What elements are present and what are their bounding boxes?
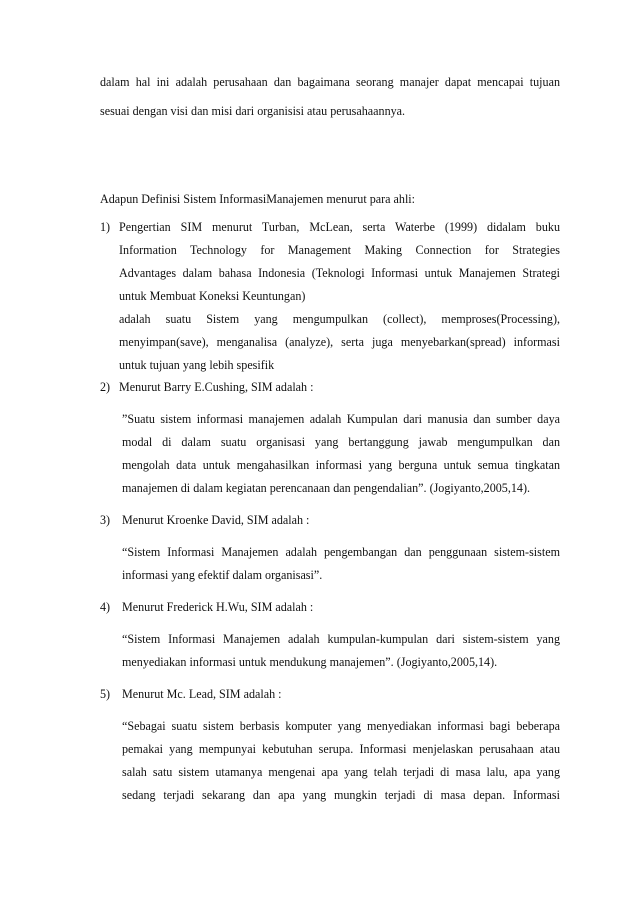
list-number: 3): [100, 513, 111, 527]
item-line: menyimpan(save), menganalisa (analyze), serta juga menyebarkan(spread) informasi: [119, 335, 560, 349]
intro-line: dalam hal ini adalah perusahaan dan bagaimana seorang manajer dapat mencapai tujuan: [100, 75, 560, 89]
quote-line: salah satu sistem utamanya mengenai apa yang telah terjadi di masa lalu, apa yang: [122, 765, 560, 779]
item-line: Information Technology for Management Making Connection for Strategies: [119, 243, 560, 257]
quote-line: manajemen di dalam kegiatan perencanaan dan pengendalian”. (Jogiyanto,2005,14).: [122, 481, 531, 495]
list-number: 1): [100, 220, 111, 234]
item-title: Menurut Kroenke David, SIM adalah :: [122, 513, 310, 527]
quote-line: modal di dalam suatu organisasi yang bertanggung jawab mengumpulkan dan: [122, 435, 560, 449]
section-heading: Adapun Definisi Sistem InformasiManajemen menurut para ahli:: [100, 192, 416, 206]
quote-line: “Sebagai suatu sistem berbasis komputer yang menyediakan informasi bagi beberapa: [122, 719, 560, 733]
quote-line: informasi yang efektif dalam organisasi”.: [122, 568, 323, 582]
quote-line: menyediakan informasi untuk mendukung manajemen”. (Jogiyanto,2005,14).: [122, 655, 498, 669]
list-number: 2): [100, 380, 111, 394]
quote-line: pemakai yang mempunyai kebutuhan serupa. Informasi menjelaskan perusahaan atau: [122, 742, 560, 756]
quote-line: ”Suatu sistem informasi manajemen adalah Kumpulan dari manusia dan sumber daya: [122, 412, 560, 426]
list-number: 4): [100, 600, 111, 614]
quote-line: “Sistem Informasi Manajemen adalah pengembangan dan penggunaan sistem-sistem: [122, 545, 560, 559]
quote-line: “Sistem Informasi Manajemen adalah kumpulan-kumpulan dari sistem-sistem yang: [122, 632, 560, 646]
quote-line: sedang terjadi sekarang dan apa yang mungkin terjadi di masa depan. Informasi: [122, 788, 560, 802]
item-line: adalah suatu Sistem yang mengumpulkan (collect), memproses(Processing),: [119, 312, 560, 326]
item-line: untuk tujuan yang lebih spesifik: [119, 358, 275, 372]
intro-line: sesuai dengan visi dan misi dari organisisi atau perusahaannya.: [100, 104, 406, 118]
item-title: Menurut Barry E.Cushing, SIM adalah :: [119, 380, 314, 394]
quote-line: mengolah data untuk mengahasilkan informasi yang berguna untuk semua tingkatan: [122, 458, 560, 472]
item-title: Menurut Frederick H.Wu, SIM adalah :: [122, 600, 314, 614]
item-title: Menurut Mc. Lead, SIM adalah :: [122, 687, 282, 701]
list-number: 5): [100, 687, 111, 701]
item-line: Advantages dalam bahasa Indonesia (Teknologi Informasi untuk Manajemen Strategi: [119, 266, 560, 280]
item-line: Pengertian SIM menurut Turban, McLean, serta Waterbe (1999) didalam buku: [119, 220, 560, 234]
item-line: untuk Membuat Koneksi Keuntungan): [119, 289, 306, 303]
